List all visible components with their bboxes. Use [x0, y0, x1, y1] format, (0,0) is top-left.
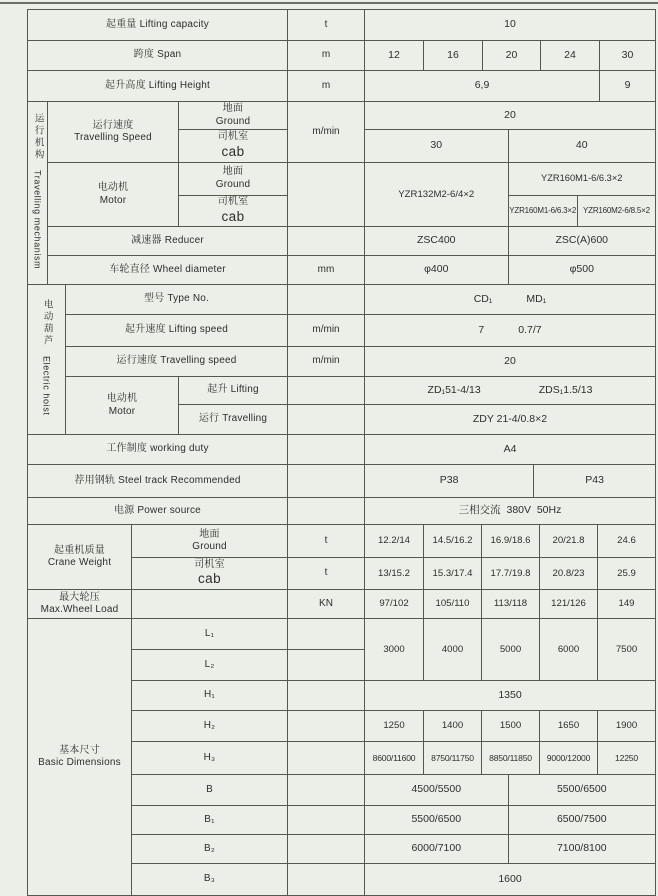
- wl-5: 149: [618, 598, 635, 609]
- lifting-height-unit: m: [288, 71, 365, 102]
- reducer-label: 减速器 Reducer: [48, 227, 288, 256]
- travel-speed-ground-sublabel: 地面 Ground: [179, 102, 288, 130]
- max-wheel-load-label: 最大轮压 Max.Wheel Load: [28, 590, 132, 619]
- basic-dimensions-label: 基本尺寸 Basic Dimensions: [28, 619, 132, 896]
- crane-weight-cab-values: [365, 558, 656, 590]
- dim-h3-sublabel: H₃: [132, 742, 288, 775]
- lifting-speed-right: 0.7/7: [518, 323, 542, 336]
- dim-h3-values: [365, 742, 656, 775]
- cw-g-3: 16.9/18.6: [490, 535, 531, 546]
- travel-speed-unit: m/min: [288, 102, 365, 163]
- row-hoist-motor-lifting: [28, 377, 656, 405]
- row-dim-l1: [28, 619, 656, 650]
- table-general: [27, 9, 656, 102]
- dim-b1-sublabel: B₁: [132, 806, 288, 835]
- electric-hoist-section-label: [28, 285, 66, 435]
- wheel-diameter-unit: mm: [288, 256, 365, 285]
- dim-l1-sublabel: L₁: [132, 619, 288, 650]
- dim-b1-unit-empty: [288, 806, 365, 835]
- travel-speed-label: 运行速度 Travelling Speed: [48, 102, 179, 163]
- cw-g-1: 12.2/14: [377, 535, 410, 546]
- l-3: 5000: [499, 643, 522, 655]
- h2-5: 1900: [615, 720, 638, 731]
- dim-h1-unit-empty: [288, 681, 365, 711]
- dim-b2-values: [365, 835, 656, 864]
- steel-track-label: 荐用钢轨 Steel track Recommended: [28, 465, 288, 498]
- travel-speed-ground-value: 20: [365, 102, 656, 130]
- cw-g-5: 24.6: [617, 535, 636, 546]
- lifting-capacity-label: 起重量 Lifting capacity: [28, 10, 288, 41]
- h2-1: 1250: [383, 720, 405, 731]
- lifting-height-label: 起升高度 Lifting Height: [28, 71, 288, 102]
- span-value-20: 20: [483, 41, 541, 71]
- h2-2: 1400: [441, 720, 464, 731]
- travel-speed-cab-sublabel: 司机室 cab: [179, 130, 288, 163]
- dim-l2-unit-empty: [288, 650, 365, 681]
- dim-h2-values: [365, 711, 656, 742]
- dim-h2-unit-empty: [288, 711, 365, 742]
- row-working-duty: [28, 435, 656, 465]
- wheel-diameter-right: φ500: [569, 263, 594, 276]
- wl-2: 105/110: [435, 598, 470, 609]
- wl-3: 113/118: [493, 598, 528, 609]
- l-2: 4000: [441, 643, 464, 655]
- span-value-24: 24: [541, 41, 600, 71]
- b1-right: 6500/7500: [556, 813, 607, 826]
- max-wheel-load-unit: KN: [288, 590, 365, 619]
- b1-left: 5500/6500: [411, 813, 462, 826]
- h2-4: 1650: [557, 720, 580, 731]
- span-label: 跨度 Span: [28, 41, 288, 71]
- motor-model-right-bottom-right: YZR160M2-6/8.5×2: [583, 206, 650, 215]
- crane-weight-cab-unit: t: [288, 558, 365, 590]
- h3-2: 8750/11750: [431, 752, 474, 763]
- row-lifting-height: [28, 71, 656, 102]
- dim-h1-value: 1350: [365, 681, 656, 711]
- dim-b3-value: 1600: [365, 864, 656, 896]
- reducer-unit-empty: [288, 227, 365, 256]
- travel-motor-cab-sublabel: 司机室 cab: [179, 195, 288, 226]
- h3-3: 8850/11850: [489, 752, 532, 763]
- table-weights: [27, 524, 656, 619]
- reducer-left: ZSC400: [417, 234, 456, 247]
- wheel-diameter-values: [365, 256, 656, 285]
- table-travelling-mechanism: [27, 101, 656, 285]
- hoist-travelling-speed-unit: m/min: [288, 347, 365, 377]
- steel-track-right: P43: [585, 474, 604, 487]
- row-lifting-capacity: [28, 10, 656, 41]
- row-travel-motor-ground: [28, 163, 656, 196]
- h3-4: 9000/12000: [546, 752, 591, 763]
- hoist-travelling-speed-label: 运行速度 Travelling speed: [66, 347, 288, 377]
- cab-speed-right: 40: [575, 139, 588, 152]
- specification-table: [27, 9, 656, 896]
- l-1: 3000: [383, 643, 405, 655]
- section-label-en: Electric hoist: [41, 356, 52, 416]
- cw-c-3: 17.7/19.8: [490, 567, 531, 579]
- crane-weight-label: 起重机质量 Crane Weight: [28, 525, 132, 590]
- hoist-motor-travelling-sublabel: 运行 Travelling: [179, 405, 288, 435]
- lifting-capacity-value: 10: [365, 10, 656, 41]
- travelling-mechanism-section-label: [28, 102, 48, 285]
- steel-track-left: P38: [439, 474, 459, 487]
- crane-weight-ground-unit: t: [288, 525, 365, 558]
- dim-h3-unit-empty: [288, 742, 365, 775]
- travel-motor-unit-empty: [288, 163, 365, 227]
- dim-b3-sublabel: B₃: [132, 864, 288, 896]
- hoist-lifting-speed-unit: m/min: [288, 315, 365, 347]
- row-power-source: [28, 498, 656, 525]
- l-4: 6000: [557, 643, 580, 655]
- cw-c-1: 13/15.2: [377, 567, 410, 579]
- b-right: 5500/6500: [556, 783, 607, 796]
- dim-l-values: [365, 619, 656, 681]
- row-crane-weight-ground: [28, 525, 656, 558]
- span-value-16: 16: [424, 41, 483, 71]
- hoist-lifting-speed-values: [365, 315, 656, 347]
- row-reducer: [28, 227, 656, 256]
- h3-1: 8600/11600: [372, 752, 416, 763]
- lifting-height-main-value: 6,9: [365, 71, 600, 102]
- b2-right: 7100/8100: [556, 842, 607, 855]
- hoist-type-values: [365, 285, 656, 315]
- cw-c-5: 25.9: [617, 567, 636, 579]
- row-hoist-type: [28, 285, 656, 315]
- steel-track-values: [365, 465, 656, 498]
- section-label-cn: 电动葫芦: [41, 299, 53, 348]
- motor-model-right-top: YZR160M1-6/6.3×2: [541, 173, 623, 184]
- dim-h1-sublabel: H₁: [132, 681, 288, 711]
- cw-c-2: 15.3/17.4: [432, 567, 473, 579]
- travel-speed-cab-values: [365, 130, 656, 163]
- dim-b-values: [365, 775, 656, 806]
- working-duty-label: 工作制度 working duty: [28, 435, 288, 465]
- hoist-lifting-speed-label: 起升速度 Lifting speed: [66, 315, 288, 347]
- wheel-diameter-left: φ400: [424, 263, 449, 276]
- row-span: [28, 41, 656, 71]
- hoist-motor-travelling-unit-empty: [288, 405, 365, 435]
- max-wheel-load-values: [365, 590, 656, 619]
- hoist-type-label: 型号 Type No.: [66, 285, 288, 315]
- hoist-motor-lifting-right: ZDS₁1.5/13: [538, 383, 593, 396]
- b-left: 4500/5500: [411, 783, 462, 796]
- row-hoist-lifting-speed: [28, 315, 656, 347]
- h3-5: 12250: [615, 752, 638, 763]
- span-unit: m: [288, 41, 365, 71]
- reducer-values: [365, 227, 656, 256]
- cw-c-4: 20.8/23: [552, 567, 585, 579]
- travel-motor-ground-sublabel: 地面 Ground: [179, 163, 288, 196]
- cab-speed-left: 30: [430, 139, 443, 152]
- row-steel-track: [28, 465, 656, 498]
- hoist-type-unit-empty: [288, 285, 365, 315]
- dim-b2-sublabel: B₂: [132, 835, 288, 864]
- reducer-right: ZSC(A)600: [555, 234, 609, 247]
- crane-weight-ground-values: [365, 525, 656, 558]
- motor-model-left: YZR132M2-6/4×2: [398, 188, 475, 200]
- motor-model-right-bottom-left: YZR160M1-6/6.3×2: [509, 206, 577, 215]
- hoist-motor-lifting-values: [365, 377, 656, 405]
- power-source-unit-empty: [288, 498, 365, 525]
- dim-h2-sublabel: H₂: [132, 711, 288, 742]
- cw-g-4: 20/21.8: [552, 535, 585, 546]
- travel-motor-values: [365, 163, 656, 227]
- dim-b1-values: [365, 806, 656, 835]
- hoist-motor-lifting-left: ZD₁51-4/13: [427, 383, 481, 396]
- working-duty-unit-empty: [288, 435, 365, 465]
- hoist-type-left: CD₁: [473, 292, 493, 305]
- span-value-12: 12: [365, 41, 424, 71]
- hoist-travelling-speed-value: 20: [365, 347, 656, 377]
- power-source-label: 电源 Power source: [28, 498, 288, 525]
- span-value-30: 30: [600, 41, 656, 71]
- row-max-wheel-load: [28, 590, 656, 619]
- max-wheel-load-sublabel-empty: [132, 590, 288, 619]
- dim-l2-sublabel: L₂: [132, 650, 288, 681]
- b2-left: 6000/7100: [411, 842, 462, 855]
- wl-1: 97/102: [379, 598, 409, 609]
- hoist-motor-lifting-sublabel: 起升 Lifting: [179, 377, 288, 405]
- dim-b2-unit-empty: [288, 835, 365, 864]
- wheel-diameter-label: 车轮直径 Wheel diameter: [48, 256, 288, 285]
- cw-g-2: 14.5/16.2: [432, 535, 473, 546]
- h2-3: 1500: [499, 720, 522, 731]
- table-misc: [27, 434, 656, 525]
- steel-track-unit-empty: [288, 465, 365, 498]
- row-travel-speed-ground: [28, 102, 656, 130]
- table-electric-hoist: [27, 284, 656, 435]
- dim-b-unit-empty: [288, 775, 365, 806]
- power-source-value: 三相交流 380V 50Hz: [365, 498, 656, 525]
- hoist-motor-label: 电动机 Motor: [66, 377, 179, 435]
- crane-weight-cab-sublabel: 司机室 cab: [132, 558, 288, 590]
- crane-weight-ground-sublabel: 地面 Ground: [132, 525, 288, 558]
- wl-4: 121/126: [551, 598, 586, 609]
- travel-motor-label: 电动机 Motor: [48, 163, 179, 227]
- scan-edge-line: [0, 2, 658, 4]
- lifting-height-last-value: 9: [600, 71, 656, 102]
- dim-b-sublabel: B: [132, 775, 288, 806]
- row-hoist-travelling-speed: [28, 347, 656, 377]
- lifting-speed-left: 7: [478, 323, 485, 336]
- lifting-capacity-unit: t: [288, 10, 365, 41]
- table-basic-dimensions: [27, 618, 656, 896]
- working-duty-value: A4: [365, 435, 656, 465]
- hoist-motor-travelling-value: ZDY 21-4/0.8×2: [365, 405, 656, 435]
- dim-l1-unit-empty: [288, 619, 365, 650]
- l-5: 7500: [615, 643, 638, 655]
- section-label-en: Travelling mechanism: [32, 169, 43, 269]
- dim-b3-unit-empty: [288, 864, 365, 896]
- hoist-motor-lifting-unit-empty: [288, 377, 365, 405]
- hoist-type-right: MD₁: [526, 292, 547, 305]
- row-wheel-diameter: [28, 256, 656, 285]
- section-label-cn: 运行机构: [32, 112, 44, 161]
